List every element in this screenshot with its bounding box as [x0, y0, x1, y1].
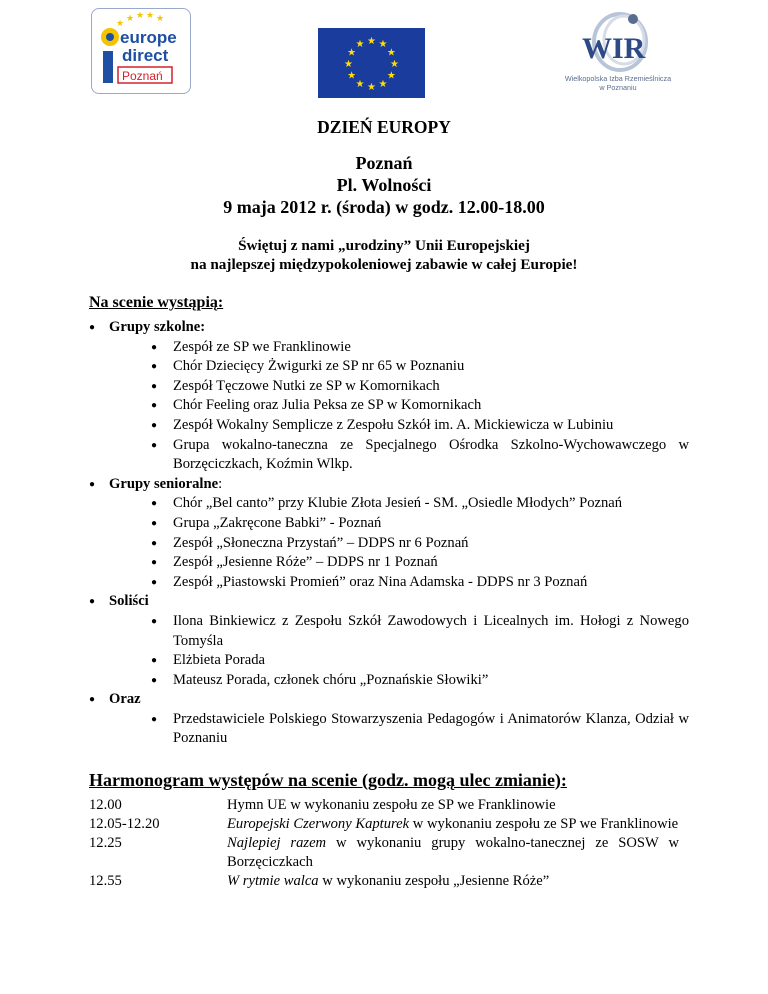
- event-motto: [0, 236, 768, 274]
- performance-text: w wykonaniu zespołu ze SP we Franklinowie: [409, 816, 679, 832]
- europe-direct-word-1: europe: [120, 28, 177, 47]
- schedule-description: [227, 834, 679, 872]
- bullet-icon: ●: [151, 576, 158, 588]
- list-item: [89, 357, 689, 377]
- performance-title: Europejski Czerwony Kapturek: [227, 816, 410, 832]
- group-heading-suffix: :: [218, 475, 223, 492]
- bullet-icon: ●: [151, 517, 158, 529]
- list-item-text: Przedstawiciele Polskiego Stowarzyszenia Pedagogów i Animatorów Klanza, Odział w Poznaniu: [173, 710, 689, 747]
- performance-text: Hymn UE w wykonaniu zespołu ze SP we Franklinowie: [227, 797, 556, 813]
- eu-star-icon: ★: [347, 47, 357, 59]
- performance-title: Najlepiej razem: [227, 835, 327, 851]
- schedule-table: [89, 796, 679, 891]
- eu-star-icon: ★: [367, 36, 376, 47]
- bullet-icon: ●: [151, 557, 158, 569]
- performance-text: w wykonaniu grupy wokalno-tanecznej ze SOSW w Borzęciczkach: [227, 835, 679, 870]
- list-item-text: Zespół „Słoneczna Przystań” – DDPS nr 6 Poznań: [173, 534, 469, 551]
- schedule-description: [227, 815, 679, 834]
- schedule-row: [89, 796, 679, 815]
- svg-text:★: ★: [136, 11, 145, 21]
- group-heading: Soliści: [109, 593, 149, 610]
- bullet-icon: ●: [151, 361, 158, 373]
- bullet-icon: ●: [151, 655, 158, 667]
- eu-star-icon: ★: [390, 59, 399, 70]
- header-logos: [0, 8, 768, 98]
- eu-star-icon: ★: [386, 70, 396, 82]
- list-item: [89, 710, 689, 749]
- list-item: [89, 494, 689, 514]
- list-item: [89, 671, 689, 691]
- bullet-icon: ●: [89, 596, 96, 608]
- performance-text: w wykonaniu zespołu „Jesienne Róże”: [318, 873, 550, 889]
- list-item-text: Zespół Wokalny Semplicze z Zespołu Szkół im. A. Mickiewicza w Lubiniu: [173, 416, 614, 433]
- list-item-text: Chór „Bel canto” przy Klubie Złota Jesień - SM. „Osiedle Młodych” Poznań: [173, 495, 623, 512]
- event-city: Poznań: [355, 153, 413, 173]
- list-item-text: Elżbieta Porada: [173, 652, 265, 669]
- event-details: [0, 152, 768, 218]
- eu-flag-graphic: [318, 28, 425, 98]
- europe-direct-logo-graphic: [92, 9, 190, 93]
- schedule-time: 12.25: [89, 835, 122, 851]
- wir-logo-graphic: [558, 10, 678, 72]
- group-item: [89, 690, 689, 710]
- bullet-icon: ●: [89, 322, 96, 333]
- bullet-icon: ●: [151, 419, 158, 431]
- list-item-text: Grupa wokalno-taneczna ze Specjalnego Ośrodka Szkolno-Wychowawczego w Borzęciczkach, Koźmin Wlkp.: [173, 436, 689, 473]
- eu-star-icon: ★: [355, 78, 365, 90]
- performance-title: W rytmie walca: [227, 873, 319, 889]
- event-date-time: 9 maja 2012 r. (środa) w godz. 12.00-18.00: [223, 197, 545, 217]
- list-item: [89, 416, 689, 436]
- motto-line-1: Świętuj z nami „urodziny” Unii Europejskiej: [238, 237, 530, 254]
- eu-star-icon: ★: [355, 39, 365, 51]
- schedule-row: [89, 834, 679, 872]
- performers-heading: Na scenie wystąpią:: [89, 294, 224, 311]
- wir-caption-line-2: w Poznaniu: [599, 83, 637, 92]
- list-item-text: Zespół „Jesienne Róże” – DDPS nr 1 Poznań: [173, 554, 438, 571]
- europe-direct-word-2: direct: [122, 46, 169, 65]
- eu-star-icon: ★: [378, 78, 388, 90]
- list-item-text: Zespół „Piastowski Promień” oraz Nina Adamska - DDPS nr 3 Poznań: [173, 573, 588, 590]
- bullet-icon: ●: [151, 341, 158, 353]
- group-heading: Grupy senioralne: [109, 475, 219, 492]
- bullet-icon: ●: [89, 478, 96, 490]
- bullet-icon: ●: [151, 400, 158, 412]
- bullet-icon: ●: [151, 713, 158, 725]
- list-item: [89, 514, 689, 534]
- page-title: DZIEŃ EUROPY: [317, 117, 451, 137]
- eu-flag-logo: [318, 28, 425, 98]
- schedule-description: [227, 796, 679, 815]
- svg-text:★: ★: [126, 14, 135, 24]
- schedule-heading: Harmonogram występów na scenie (godz. mogą ulec zmianie):: [89, 770, 567, 790]
- bullet-icon: ●: [151, 615, 158, 627]
- wir-mark: WIR: [582, 32, 646, 65]
- wir-logo: [558, 10, 678, 100]
- europe-direct-logo: [91, 8, 191, 94]
- list-item: [89, 377, 689, 397]
- motto-line-2: na najlepszej międzypokoleniowej zabawie w całej Europie!: [190, 256, 578, 273]
- list-item-text: Zespół ze SP we Franklinowie: [173, 338, 351, 355]
- list-item: [89, 553, 689, 573]
- list-item-text: Chór Feeling oraz Julia Peksa ze SP w Komornikach: [173, 397, 482, 414]
- performers-list: [89, 318, 689, 749]
- wir-caption: [558, 74, 678, 92]
- eu-star-icon: ★: [347, 70, 357, 82]
- list-item-text: Grupa „Zakręcone Babki” - Poznań: [173, 514, 382, 531]
- svg-text:★: ★: [156, 14, 165, 24]
- list-item: [89, 573, 689, 593]
- list-item: [89, 612, 689, 651]
- schedule-time: 12.05-12.20: [89, 816, 160, 832]
- event-venue: Pl. Wolności: [336, 175, 432, 195]
- schedule-row: [89, 815, 679, 834]
- group-heading: Oraz: [109, 691, 141, 708]
- list-item: [89, 436, 689, 475]
- list-item-text: Ilona Binkiewicz z Zespołu Szkół Zawodowych i Licealnych im. Hołogi z Nowego Tomyśla: [173, 612, 689, 649]
- list-item: [89, 651, 689, 671]
- bullet-icon: ●: [151, 439, 158, 451]
- eu-star-icon: ★: [378, 39, 388, 51]
- group-item: [89, 318, 689, 338]
- eu-star-icon: ★: [386, 47, 396, 59]
- europe-direct-city: Poznań: [122, 69, 163, 83]
- list-item-text: Chór Dziecięcy Żwigurki ze SP nr 65 w Poznaniu: [173, 358, 465, 375]
- bullet-icon: ●: [151, 537, 158, 549]
- schedule-time: 12.55: [89, 873, 122, 889]
- schedule-row: [89, 872, 679, 891]
- bullet-icon: ●: [151, 380, 158, 392]
- list-item: [89, 396, 689, 416]
- group-item: [89, 592, 689, 612]
- schedule-time: 12.00: [89, 797, 122, 813]
- group-item: [89, 475, 689, 495]
- list-item: [89, 534, 689, 554]
- bullet-icon: ●: [151, 498, 158, 510]
- list-item-text: Mateusz Porada, członek chóru „Poznańskie Słowiki”: [173, 671, 489, 688]
- eu-star-icon: ★: [344, 59, 353, 70]
- wir-caption-line-1: Wielkopolska Izba Rzemieślnicza: [564, 74, 672, 83]
- group-heading: Grupy szkolne:: [109, 319, 206, 335]
- schedule-description: [227, 872, 679, 891]
- svg-text:★: ★: [116, 19, 125, 29]
- bullet-icon: ●: [151, 674, 158, 686]
- eu-star-icon: ★: [367, 82, 376, 93]
- bullet-icon: ●: [89, 694, 96, 706]
- list-item-text: Zespół Tęczowe Nutki ze SP w Komornikach: [173, 377, 440, 394]
- svg-text:★: ★: [146, 11, 155, 21]
- list-item: [89, 338, 689, 358]
